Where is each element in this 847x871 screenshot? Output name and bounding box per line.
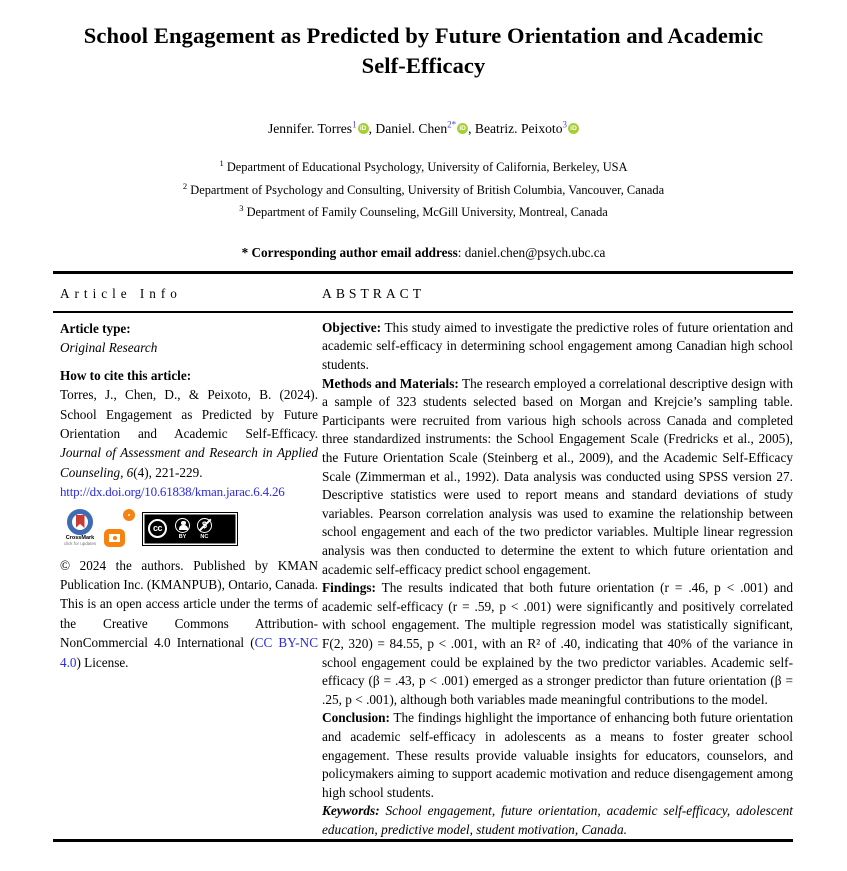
affiliation-3 (0, 199, 847, 222)
copyright-text (60, 556, 318, 672)
open-access-keyhole (113, 536, 117, 540)
abstract-conclusion-text: The findings highlight the importance of enhancing both future orientation and academic self-efficacy in adolescents as a means to foster greater school engagement. These results provide valuable insights for educators, counselors, and policymakers aiming to support academic motivation and reduce disengagement among high school students. (322, 710, 793, 800)
article-type-label: Article type: (60, 320, 131, 336)
open-access-icon (104, 509, 136, 549)
author-1-superscript: 1 (352, 119, 357, 130)
abstract-methods (322, 375, 793, 580)
author-1-name: Jennifer. Torres (267, 121, 353, 136)
corresponding-label: * Corresponding author email address (241, 244, 458, 260)
abstract-column (322, 319, 793, 839)
keywords-text: School engagement, future orientation, academic self-efficacy, adolescent education, predictive model, student motivation, Canada. (322, 803, 793, 837)
content-columns (53, 313, 793, 839)
orcid-icon[interactable]: iD (457, 123, 468, 134)
crossmark-bookmark-icon (76, 515, 85, 528)
affiliation-3-superscript: 3 (239, 203, 244, 214)
cc-by-nc-badge[interactable] (142, 512, 238, 546)
affiliation-1-text: Department of Educational Psychology, University of California, Berkeley, USA (226, 160, 628, 175)
affiliation-2-superscript: 2 (182, 180, 188, 191)
crossmark-wordmark: CrossMark (65, 534, 95, 541)
corresponding-author-line (0, 245, 847, 261)
doi-link[interactable]: http://dx.doi.org/10.61838/kman.jarac.6.4.26 (60, 484, 285, 500)
author-1 (268, 121, 375, 136)
citation-text (60, 385, 318, 482)
author-2-superscript: 2* (447, 119, 457, 130)
abstract-objective-text: This study aimed to investigate the predictive roles of future orientation and academic self-efficacy in determining school engagement among Canadian high school students. (322, 319, 793, 373)
copyright-before: © 2024 the authors. Published by KMAN Publication Inc. (KMANPUB), Ontario, Canada. This is an open access article under the terms of the Creative Commons Attribution-NonCommercial 4.0 International ( (60, 557, 318, 651)
abstract-objective (322, 319, 793, 375)
author-3-superscript: 3 (562, 119, 568, 130)
abstract-objective-label: Objective: (322, 319, 382, 335)
crossmark-badge[interactable] (60, 509, 100, 546)
bottom-divider (53, 839, 793, 842)
how-to-cite-label: How to cite this article: (60, 367, 192, 383)
article-info-header: Article Info (60, 285, 182, 301)
open-access-shackle (123, 509, 135, 521)
abstract-findings-text: The results indicated that both future orientation (r = .46, p < .001) and academic self-efficacy (r = .59, p < .001) were significantly and positively correlated with school engagement. The multiple regression model was statistically significant, F(2, 320) = 84.55, p < .001, with an R² of .40, indicating that 40% of the variance in school engagement could be explained by the two predictor variables. Academic self-efficacy (β = .43, p < .001) emerged as a stronger predictor than future orientation (β = .25, p < .001), although both variables made meaningful contributions to the model. (322, 580, 793, 707)
paper-first-page (0, 21, 847, 871)
corresponding-email: daniel.chen@psych.ubc.ca (464, 244, 606, 260)
citation-journal: Journal of Assessment and Research in Applied Counseling, 6 (60, 445, 318, 480)
affiliation-1-superscript: 1 (219, 158, 224, 168)
author-2-name: Daniel. Chen (375, 121, 448, 136)
orcid-icon[interactable]: iD (358, 123, 369, 134)
license-badges-row (60, 509, 318, 551)
crossmark-icon (67, 509, 93, 535)
cc-icon: cc (148, 519, 167, 538)
article-info-column (53, 319, 318, 672)
abstract-methods-text: The research employed a correlational descriptive design with a sample of 323 students selected based on Morgan and Krejcie’s sampling table. Participants were recruited from various high schools across Canada and completed three standardized instruments: the School Engagement Scale (Fredricks et al., 2005), the Future Orientation Scale (Steinberg et al., 2009), and the Academic Self-Efficacy Scale (Zimmerman et al., 1992). Data analysis was conducted using SPSS version 27. Descriptive statistics were used to report means and standard deviations of study variables. Pearson correlation analysis was used to examine the relationship between school engagement and each of the two predictor variables. Multiple linear regression analysis was then conducted to determine the extent to which future orientation and academic self-efficacy predict school engagement. (322, 375, 793, 577)
abstract-findings (322, 579, 793, 709)
author-3 (475, 121, 579, 136)
cc-nc-label: NC (200, 533, 209, 540)
page-title: School Engagement as Predicted by Future Orientation and Academic Self-Efficacy (83, 23, 764, 78)
affiliations-block (0, 154, 847, 222)
affiliation-2 (0, 177, 847, 200)
abstract-conclusion (322, 709, 793, 802)
citation-main: Torres, J., Chen, D., & Peixoto, B. (2024). School Engagement as Predicted by Future Orientation and Academic Self-Efficacy. (60, 387, 318, 441)
author-3-name: Beatriz. Peixoto (474, 121, 563, 136)
citation-pages: (4), 221-229. (133, 464, 203, 480)
affiliation-1 (0, 154, 847, 177)
cc-by-label: BY (178, 533, 187, 540)
abstract-conclusion-label: Conclusion: (322, 710, 390, 726)
orcid-icon[interactable]: iD (568, 123, 579, 134)
abstract-header: ABSTRACT (322, 285, 426, 301)
author-separator: , (468, 121, 475, 136)
copyright-after: ) License. (76, 654, 129, 670)
article-type-value: Original Research (60, 340, 158, 356)
cc-license-link[interactable]: CC BY-NC 4.0 (60, 635, 318, 670)
crossmark-tagline: click for updates (63, 540, 97, 546)
cc-nc-dollar-icon (197, 518, 212, 533)
open-access-body (104, 529, 125, 547)
author-separator: , (368, 121, 376, 136)
corresponding-separator: : (457, 244, 465, 260)
section-header-row (53, 274, 793, 311)
author-2 (375, 121, 475, 136)
abstract-methods-label: Methods and Materials: (322, 375, 459, 391)
keywords-label: Keywords: (322, 803, 380, 819)
affiliation-2-text: Department of Psychology and Consulting, University of British Columbia, Vancouver, Canada (190, 182, 665, 197)
affiliation-3-text: Department of Family Counseling, McGill University, Montreal, Canada (246, 205, 608, 220)
abstract-keywords (322, 802, 793, 838)
authors-line (0, 120, 847, 137)
abstract-findings-label: Findings: (322, 580, 376, 596)
cc-modules (175, 518, 212, 540)
cc-by-person-icon (175, 518, 190, 533)
